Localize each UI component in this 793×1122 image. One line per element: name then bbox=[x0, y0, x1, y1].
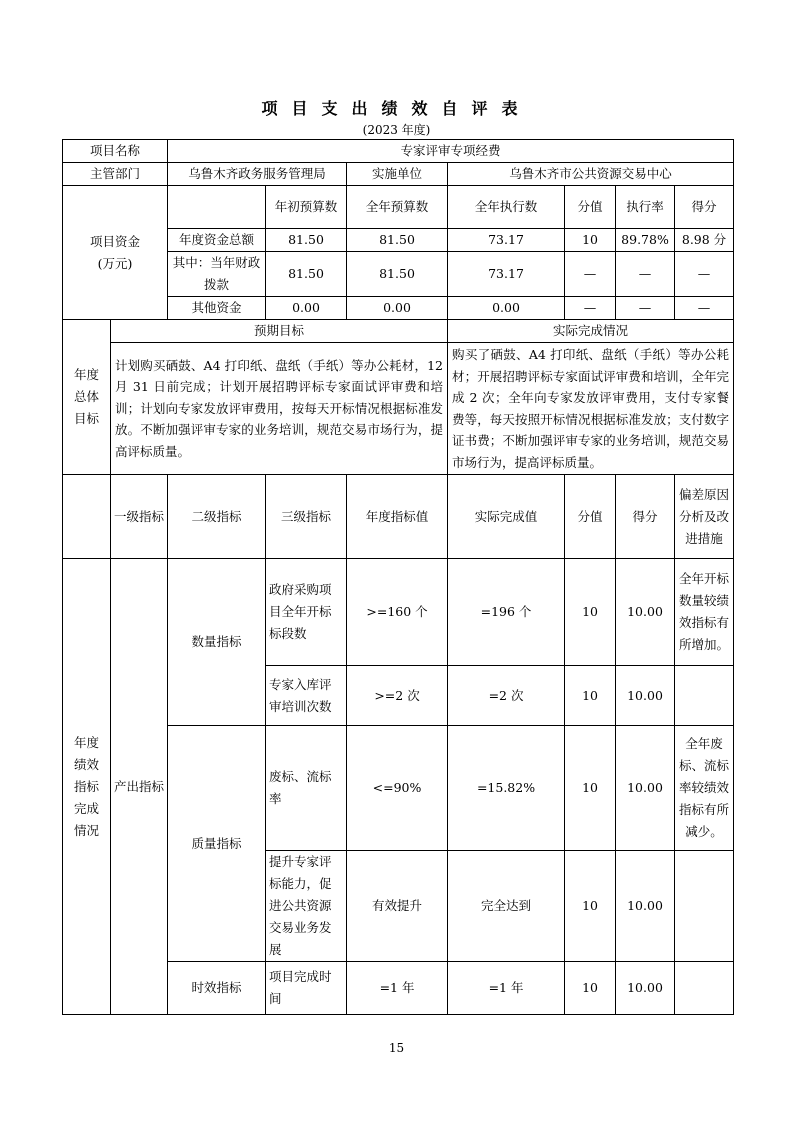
indicator-deviation: 全年开标数量较绩效指标有所增加。 bbox=[675, 559, 734, 666]
indicator-header-actual: 实际完成值 bbox=[448, 475, 565, 559]
indicator-header-level3: 三级指标 bbox=[266, 475, 347, 559]
level2-timeliness: 时效指标 bbox=[168, 962, 266, 1015]
goals-label: 年度 总体 目标 bbox=[63, 320, 111, 475]
indicator-actual: 完全达到 bbox=[448, 851, 565, 962]
indicator-header-deviation: 偏差原因分析及改进措施 bbox=[675, 475, 734, 559]
funds-header: 得分 bbox=[675, 186, 734, 229]
indicator-score: 10.00 bbox=[616, 962, 675, 1015]
funds-cell: — bbox=[616, 252, 675, 297]
funds-label: 项目资金 (万元) bbox=[63, 186, 168, 320]
funds-cell: 0.00 bbox=[347, 297, 448, 320]
indicator-level3: 专家入库评审培训次数 bbox=[266, 666, 347, 726]
funds-cell: — bbox=[616, 297, 675, 320]
funds-row-label: 其他资金 bbox=[168, 297, 266, 320]
indicator-score-value: 10 bbox=[565, 851, 616, 962]
indicator-target: >=2 次 bbox=[347, 666, 448, 726]
actual-completion-text: 购买了硒鼓、A4 打印纸、盘纸（手纸）等办公耗材；开展招聘评标专家面试评审费和培训，全年完成 2 次；全年向专家发放评审费用，支付专家餐费等，每天按照开标情况根据标准发放；支付数字证书费；不断加强评审专家的业务培训，规范交易市场行为，提高评标质量。 bbox=[452, 347, 730, 470]
indicator-target: <=90% bbox=[347, 726, 448, 851]
indicator-score-value: 10 bbox=[565, 726, 616, 851]
expected-goal-header: 预期目标 bbox=[111, 320, 448, 343]
funds-cell: 8.98 分 bbox=[675, 229, 734, 252]
funds-header: 全年预算数 bbox=[347, 186, 448, 229]
funds-cell: 81.50 bbox=[266, 252, 347, 297]
project-name-value: 专家评审专项经费 bbox=[168, 140, 734, 163]
funds-cell: 81.50 bbox=[347, 252, 448, 297]
funds-cell: 89.78% bbox=[616, 229, 675, 252]
indicator-deviation bbox=[675, 962, 734, 1015]
funds-cell: 81.50 bbox=[266, 229, 347, 252]
indicator-deviation bbox=[675, 666, 734, 726]
indicator-header-blank bbox=[63, 475, 111, 559]
funds-row-label: 年度资金总额 bbox=[168, 229, 266, 252]
funds-cell: — bbox=[565, 252, 616, 297]
funds-cell: — bbox=[565, 297, 616, 320]
unit-value: 乌鲁木齐市公共资源交易中心 bbox=[448, 163, 734, 186]
indicator-level3: 废标、流标率 bbox=[266, 726, 347, 851]
indicator-score: 10.00 bbox=[616, 851, 675, 962]
indicator-actual: =196 个 bbox=[448, 559, 565, 666]
indicator-score: 10.00 bbox=[616, 559, 675, 666]
indicator-actual: =15.82% bbox=[448, 726, 565, 851]
indicator-level3: 政府采购项目全年开标标段数 bbox=[266, 559, 347, 666]
indicator-target: =1 年 bbox=[347, 962, 448, 1015]
indicator-header-level2: 二级指标 bbox=[168, 475, 266, 559]
indicator-level3: 项目完成时间 bbox=[266, 962, 347, 1015]
dept-value: 乌鲁木齐政务服务管理局 bbox=[168, 163, 347, 186]
indicator-deviation: 全年废标、流标率较绩效指标有所减少。 bbox=[675, 726, 734, 851]
indicator-target: 有效提升 bbox=[347, 851, 448, 962]
funds-cell: 10 bbox=[565, 229, 616, 252]
unit-label: 实施单位 bbox=[347, 163, 448, 186]
level2-quality: 质量指标 bbox=[168, 726, 266, 962]
project-name-label: 项目名称 bbox=[63, 140, 168, 163]
funds-header: 年初预算数 bbox=[266, 186, 347, 229]
funds-cell: 73.17 bbox=[448, 252, 565, 297]
dept-label: 主管部门 bbox=[63, 163, 168, 186]
funds-header: 分值 bbox=[565, 186, 616, 229]
page-title: 项目支出绩效自评表 bbox=[261, 99, 532, 118]
funds-cell: 81.50 bbox=[347, 229, 448, 252]
indicator-header-score: 得分 bbox=[616, 475, 675, 559]
indicator-score-value: 10 bbox=[565, 666, 616, 726]
indicator-actual: =2 次 bbox=[448, 666, 565, 726]
self-evaluation-table bbox=[62, 139, 734, 1015]
funds-header: 执行率 bbox=[616, 186, 675, 229]
funds-cell: 73.17 bbox=[448, 229, 565, 252]
indicator-score-value: 10 bbox=[565, 559, 616, 666]
indicator-header-level1: 一级指标 bbox=[111, 475, 168, 559]
indicator-deviation bbox=[675, 851, 734, 962]
indicator-actual: =1 年 bbox=[448, 962, 565, 1015]
page-number: 15 bbox=[388, 1041, 405, 1055]
funds-cell: — bbox=[675, 297, 734, 320]
level1-output: 产出指标 bbox=[111, 559, 168, 1015]
indicator-target: >=160 个 bbox=[347, 559, 448, 666]
level2-quantity: 数量指标 bbox=[168, 559, 266, 726]
funds-cell: — bbox=[675, 252, 734, 297]
funds-header: 全年执行数 bbox=[448, 186, 565, 229]
indicator-score: 10.00 bbox=[616, 726, 675, 851]
indicator-level3: 提升专家评标能力，促进公共资源交易业务发展 bbox=[266, 851, 347, 962]
indicator-header-target: 年度指标值 bbox=[347, 475, 448, 559]
funds-header-blank bbox=[168, 186, 266, 229]
funds-cell: 0.00 bbox=[266, 297, 347, 320]
expected-goal-text: 计划购买硒鼓、A4 打印纸、盘纸（手纸）等办公耗材，12 月 31 日前完成；计划开展招聘评标专家面试评审费和培训；计划向专家发放评审费用，按每天开标情况根据标准发放。不断加强评审专家的业务培训，规范交易市场行为，提高评标质量。 bbox=[115, 357, 444, 459]
report-year: (2023 年度) bbox=[362, 123, 431, 137]
indicator-score: 10.00 bbox=[616, 666, 675, 726]
indicator-header-score-value: 分值 bbox=[565, 475, 616, 559]
funds-cell: 0.00 bbox=[448, 297, 565, 320]
funds-row-label: 其中：当年财政拨款 bbox=[168, 252, 266, 297]
indicator-score-value: 10 bbox=[565, 962, 616, 1015]
indicators-section-label: 年度 绩效 指标 完成 情况 bbox=[63, 559, 111, 1015]
actual-completion-header: 实际完成情况 bbox=[448, 320, 734, 343]
